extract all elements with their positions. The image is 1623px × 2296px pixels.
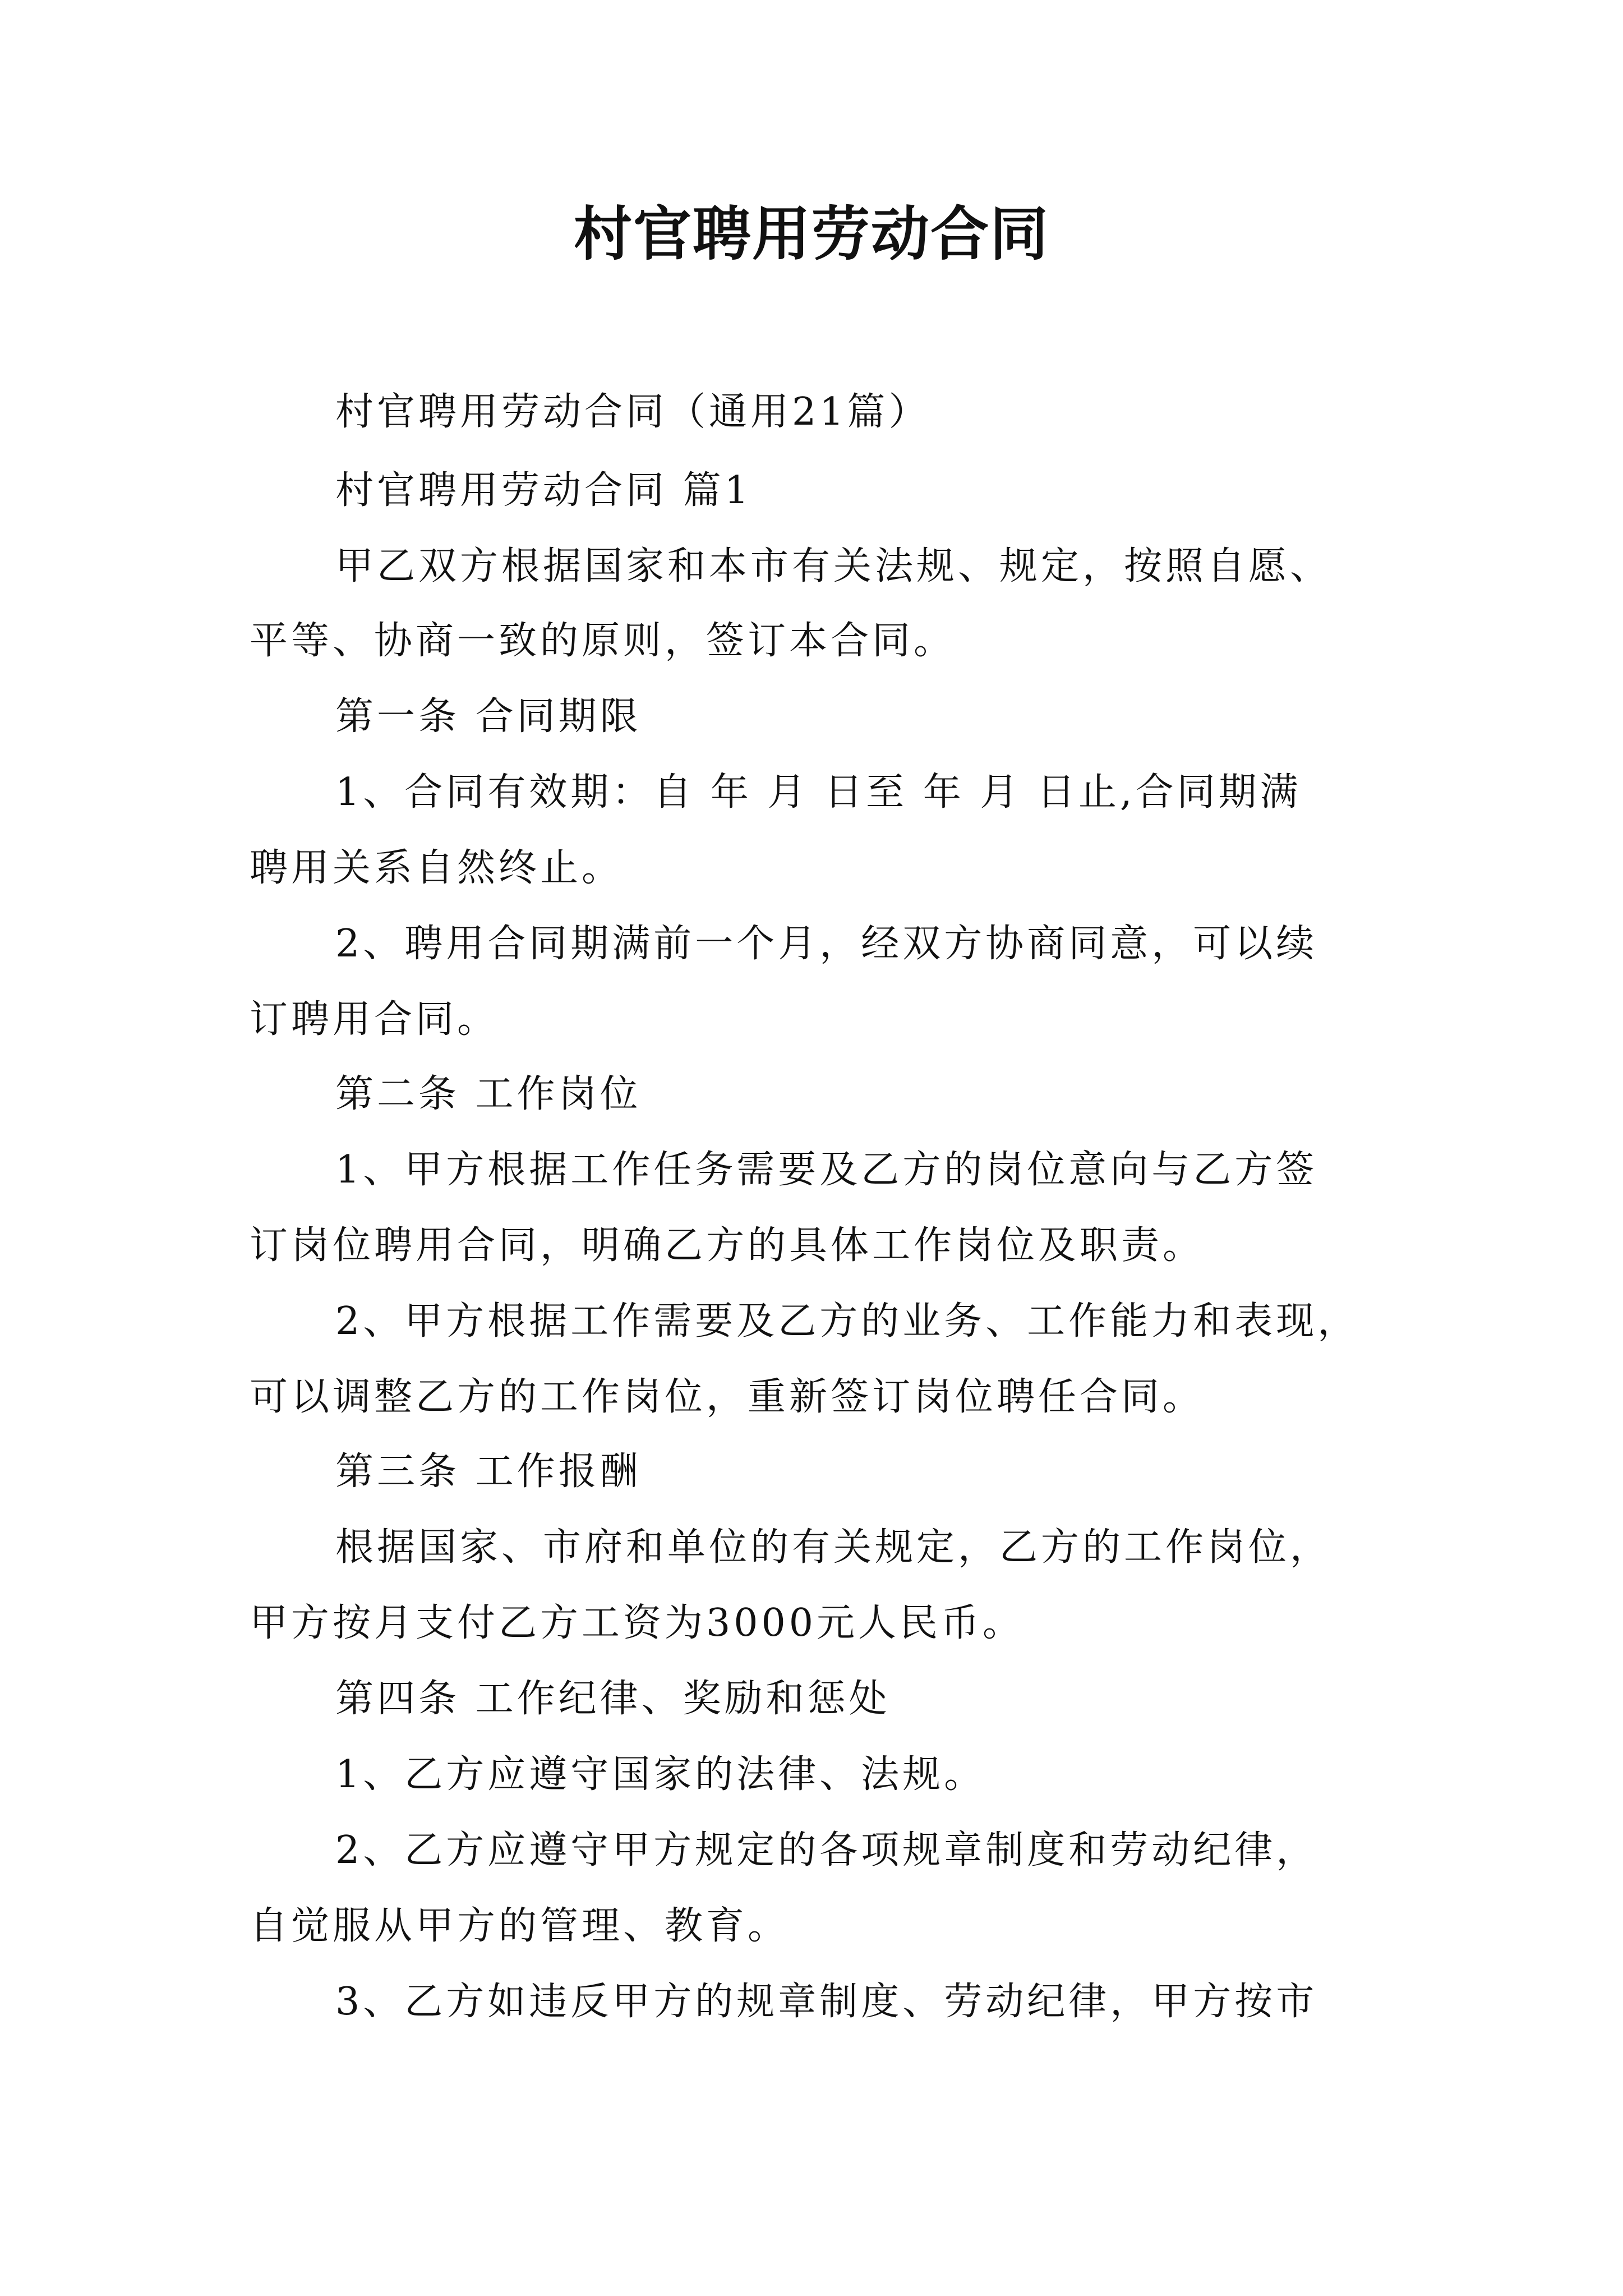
- document-title: 村官聘用劳动合同: [573, 199, 1049, 268]
- article-heading: 第三条 工作报酬: [335, 1450, 642, 1494]
- paragraph-line: 1、合同有效期：自 年 月 日至 年 月 日止,合同期满: [335, 770, 1302, 815]
- paragraph-line: 甲乙双方根据国家和本市有关法规、规定，按照自愿、: [335, 544, 1332, 588]
- article-heading: 第一条 合同期限: [335, 694, 642, 739]
- paragraph-line: 订岗位聘用合同，明确乙方的具体工作岗位及职责。: [250, 1223, 1205, 1268]
- article-heading: 第二条 工作岗位: [335, 1072, 642, 1116]
- paragraph-line: 订聘用合同。: [250, 997, 499, 1042]
- paragraph-line: 聘用关系自然终止。: [250, 846, 624, 890]
- paragraph-line: 1、乙方应遵守国家的法律、法规。: [335, 1752, 986, 1797]
- paragraph-line: 3、乙方如违反甲方的规章制度、劳动纪律，甲方按市: [335, 1980, 1318, 2024]
- paragraph-line: 2、甲方根据工作需要及乙方的业务、工作能力和表现，: [335, 1299, 1359, 1343]
- subtitle-line: 村官聘用劳动合同（通用21篇）: [335, 390, 930, 434]
- paragraph-line: 平等、协商一致的原则，签订本合同。: [250, 619, 956, 663]
- paragraph-line: 甲方按月支付乙方工资为3000元人民币。: [250, 1601, 1025, 1645]
- paragraph-line: 2、乙方应遵守甲方规定的各项规章制度和劳动纪律，: [335, 1828, 1318, 1872]
- paragraph-line: 1、甲方根据工作任务需要及乙方的岗位意向与乙方签: [335, 1148, 1318, 1192]
- paragraph-line: 2、聘用合同期满前一个月，经双方协商同意，可以续: [335, 922, 1318, 966]
- section-heading: 村官聘用劳动合同 篇1: [335, 468, 752, 513]
- paragraph-line: 可以调整乙方的工作岗位，重新签订岗位聘任合同。: [250, 1375, 1205, 1419]
- paragraph-line: 自觉服从甲方的管理、教育。: [250, 1904, 790, 1948]
- paragraph-line: 根据国家、市府和单位的有关规定，乙方的工作岗位，: [335, 1525, 1332, 1570]
- article-heading: 第四条 工作纪律、奖励和惩处: [335, 1677, 891, 1721]
